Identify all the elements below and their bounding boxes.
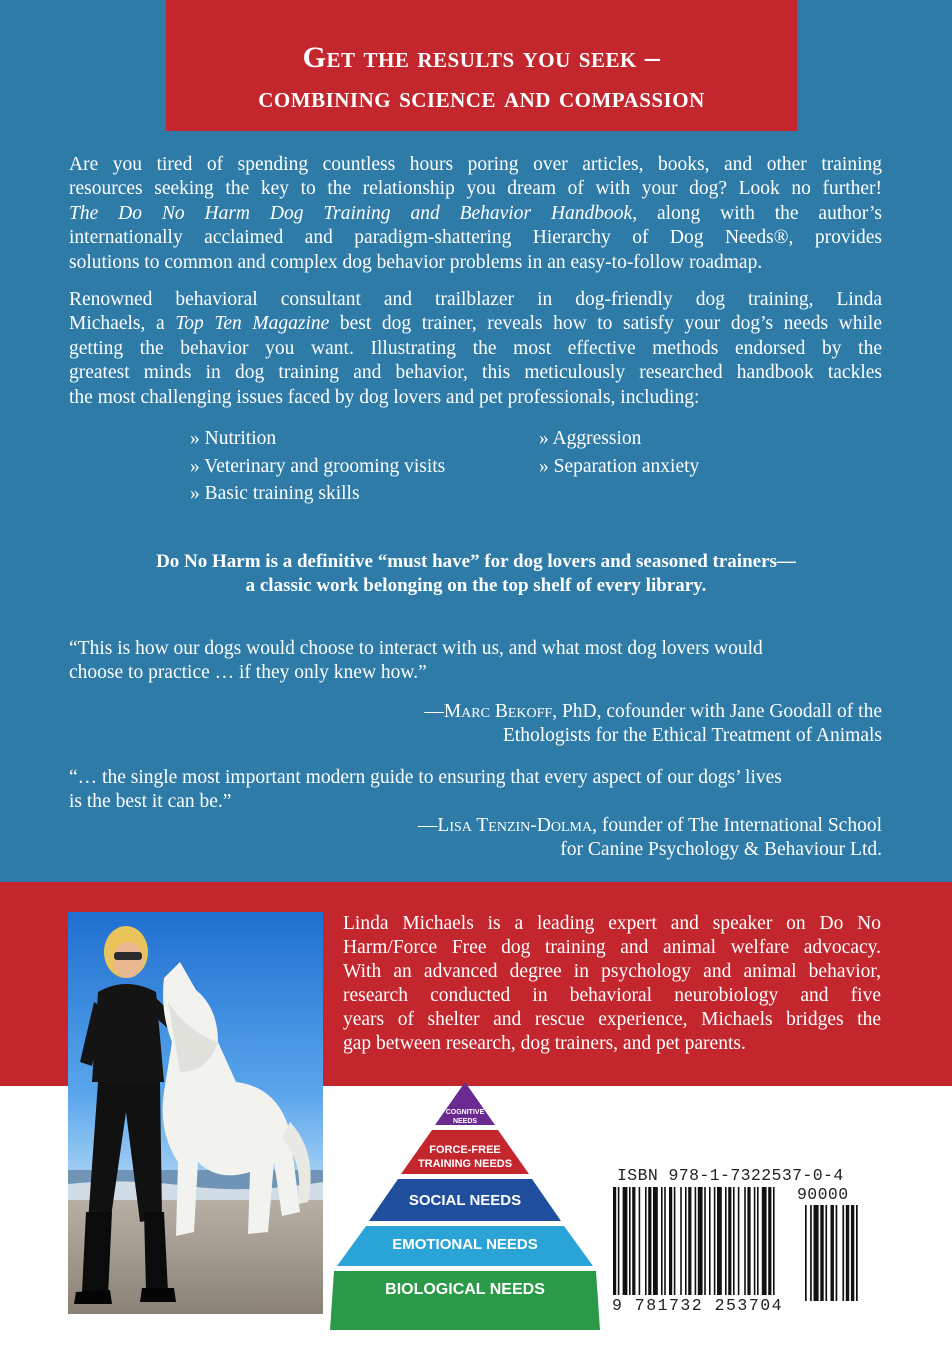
intro-line: internationally acclaimed and paradigm-shattering Hierarchy of Dog Needs®, provides <box>69 227 882 249</box>
about-line: Michaels, a Top Ten Magazine best dog trainer, reveals how to satisfy your dog’s needs while <box>69 313 882 335</box>
bio-line: research conducted in behavioral neurobiology and five <box>343 985 881 1007</box>
endorser-name: Marc Bekoff <box>443 701 553 722</box>
about-paragraph <box>69 288 882 410</box>
pyramid-label: NEEDS <box>452 1118 478 1125</box>
isbn-label: ISBN 978-1-7322537-0-4 <box>617 1166 844 1185</box>
tagline-line-1: Do No Harm is a definitive “must have” for dog lovers and seasoned trainers— <box>156 551 796 572</box>
tagline-line-2: a classic work belonging on the top shelf of every library. <box>245 575 707 596</box>
price-code: 90000 <box>797 1185 849 1204</box>
pyramid-label: COGNITIVE <box>445 1109 485 1116</box>
intro-line: resources seeking the key to the relationship you dream of with your dog? Look no further! <box>69 178 882 200</box>
author-bio <box>343 912 881 1057</box>
intro-line: The Do No Harm Dog Training and Behavior Handbook, along with the author’s <box>69 202 882 224</box>
topic-item: » Separation anxiety <box>539 456 700 477</box>
intro-paragraph <box>69 153 882 275</box>
header-line-2: combining science and compassion <box>258 81 705 114</box>
endorsement-quote: “… the single most important modern guide to ensuring that every aspect of our dogs’ lives is the best it can be.” <box>69 767 782 813</box>
topic-item: » Aggression <box>539 428 642 449</box>
about-line: greatest minds in dog training and behavior, this meticulously researched handbook tackles <box>69 362 882 384</box>
pyramid-label: FORCE-FREE <box>429 1144 501 1156</box>
bio-line: years of shelter and rescue experience, Michaels bridges the <box>343 1009 881 1031</box>
header-line-1: Get the results you seek – <box>302 41 661 74</box>
endorsement-attribution: —Marc Bekoff, PhD, cofounder with Jane Goodall of the Ethologists for the Ethical Treatment of Animals <box>424 701 882 747</box>
pyramid-label: BIOLOGICAL NEEDS <box>385 1281 545 1298</box>
bio-line: Harm/Force Free dog training and animal welfare advocacy. <box>343 937 881 959</box>
pyramid-label: TRAINING NEEDS <box>417 1158 513 1170</box>
hierarchy-of-dog-needs-pyramid <box>330 1082 600 1332</box>
magazine-name: Top Ten Magazine <box>175 313 330 335</box>
bio-line: With an advanced degree in psychology and animal behavior, <box>343 961 881 983</box>
author-photo <box>68 912 323 1314</box>
header-banner <box>166 0 797 131</box>
topic-item: » Veterinary and grooming visits <box>190 456 446 477</box>
topic-item: » Nutrition <box>190 428 277 449</box>
pyramid-label: SOCIAL NEEDS <box>408 1192 522 1209</box>
intro-line: Are you tired of spending countless hours poring over articles, books, and other training <box>69 154 882 175</box>
about-line: getting the behavior you want. Illustrating the most effective methods endorsed by the <box>69 337 882 359</box>
pyramid-label: EMOTIONAL NEEDS <box>392 1236 538 1253</box>
endorsement-attribution: —Lisa Tenzin-Dolma, founder of The International School for Canine Psychology & Behaviour Ltd. <box>417 815 882 861</box>
topic-item: » Basic training skills <box>190 483 360 504</box>
bio-line: Linda Michaels is a leading expert and speaker on Do No <box>343 913 881 934</box>
endorsement-quote: “This is how our dogs would choose to interact with us, and what most dog lovers would choose to practice … if they only knew how.” <box>69 638 763 684</box>
about-line: the most challenging issues faced by dog lovers and pet professionals, including: <box>69 386 700 408</box>
book-title: The Do No Harm Dog Training and Behavior Handbook <box>69 202 633 224</box>
endorser-name: Lisa Tenzin-Dolma <box>437 815 593 836</box>
intro-line: solutions to common and complex dog behavior problems in an easy-to-follow roadmap. <box>69 251 763 273</box>
bio-line: gap between research, dog trainers, and pet parents. <box>343 1033 746 1055</box>
about-line: Renowned behavioral consultant and trailblazer in dog-friendly dog training, Linda <box>69 289 882 310</box>
barcode-number: 9 781732 253704 <box>612 1296 784 1315</box>
